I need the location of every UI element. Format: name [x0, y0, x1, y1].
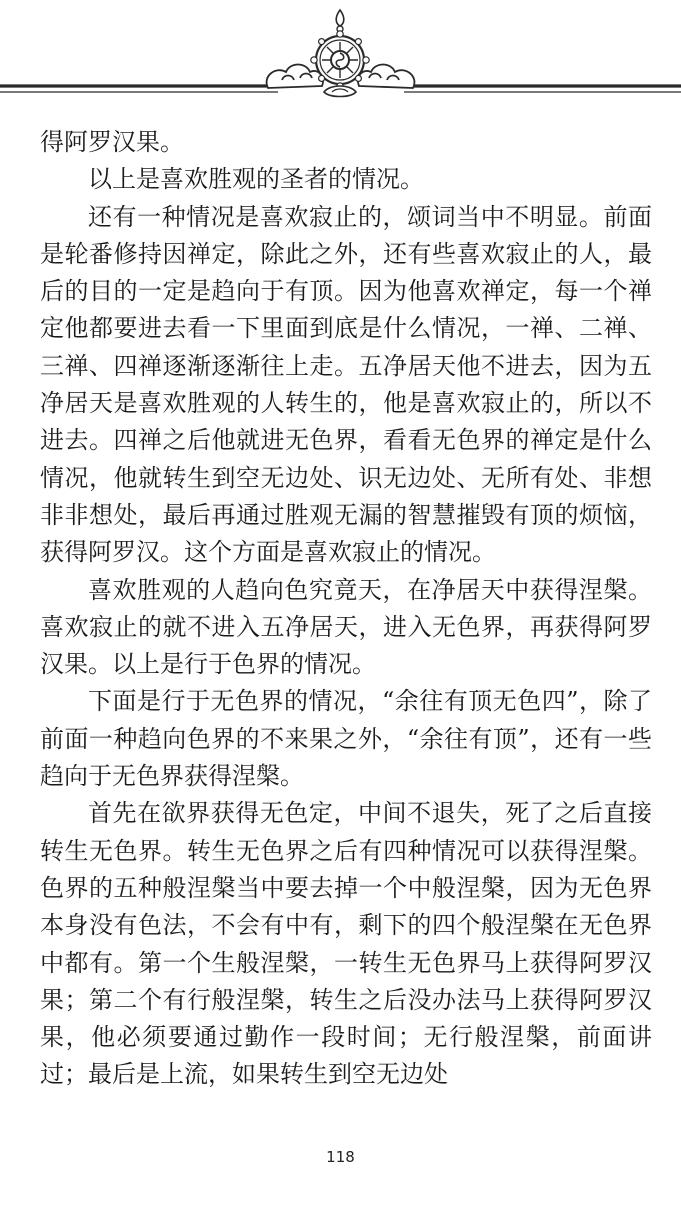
- header-rule-left: [0, 86, 278, 92]
- paragraph-1: 得阿罗汉果。: [40, 128, 184, 156]
- paragraph-3: 还有一种情况是喜欢寂止的，颂词当中不明显。前面是轮番修持因禅定，除此之外，还有些喜欢寂止的人，最后的目的一定是趋向于有顶。因为他喜欢禅定，每一个禅定他都要进去看一下里面到底是什么情况，一禅、二禅、三禅、四禅逐渐逐渐往上走。五净居天他不进去，因为五净居天是喜欢胜观的人转生的，他是喜欢寂止的，所以不进去。四禅之后他就进无色界，看看无色界的禅定是什么情况，他就转生到空无边处、识无边处、无所有处、非想非非想处，最后再通过胜观无漏的智慧摧毁有顶的烦恼，获得阿罗汉。这个方面是喜欢寂止的情况。: [40, 202, 652, 567]
- page-number: 118: [326, 1148, 355, 1166]
- paragraph-5: 下面是行于无色界的情况，“余往有顶无色四”，除了前面一种趋向色界的不来果之外，“余往有顶”，还有一些趋向于无色界获得涅槃。: [40, 687, 652, 791]
- paragraph-2: 以上是喜欢胜观的圣者的情况。: [88, 165, 424, 194]
- paragraph-6: 首先在欲界获得无色定，中间不退失，死了之后直接转生无色界。转生无色界之后有四种情况可以获得涅槃。色界的五种般涅槃当中要去掉一个中般涅槃，因为无色界本身没有色法，不会有中有，剩下的四个般涅槃在无色界中都有。第一个生般涅槃，一转生无色界马上获得阿罗汉果；第二个有行般涅槃，转生之后没办法马上获得阿罗汉果，他必须要通过勤作一段时间；无行般涅槃，前面讲过；最后是上流，如果转生到空无边处: [40, 799, 652, 1089]
- cloud-right-icon: [358, 65, 415, 89]
- page-header: [0, 0, 681, 110]
- paragraph-4: 喜欢胜观的人趋向色究竟天，在净居天中获得涅槃。喜欢寂止的就不进入五净居天，进入无色界，再获得阿罗汉果。以上是行于色界的情况。: [40, 575, 652, 679]
- header-ornament: [0, 0, 681, 110]
- header-rule-right: [404, 86, 681, 92]
- body-text: [40, 124, 652, 1094]
- cloud-left-icon: [267, 65, 324, 89]
